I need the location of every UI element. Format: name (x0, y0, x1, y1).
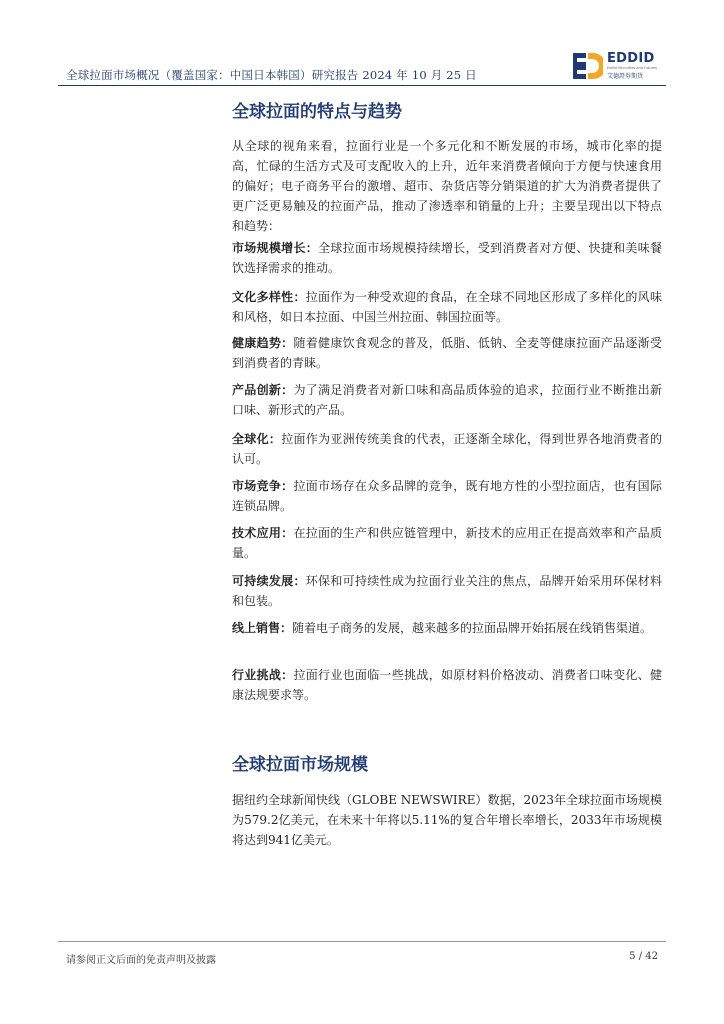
trend-text: 拉面作为亚洲传统美食的代表，正逐渐全球化，得到世界各地消费者的认可。 (232, 432, 662, 466)
trend-term: 文化多样性： (232, 290, 306, 304)
trend-item (232, 429, 662, 469)
logo-subtitle-en: Eddid Securities and Futures (607, 66, 657, 70)
trend-text: 拉面作为一种受欢迎的食品，在全球不同地区形成了多样化的风味和风格，如日本拉面、中国兰州拉面、韩国拉面等。 (232, 290, 662, 324)
trend-item (232, 476, 662, 516)
trend-term: 技术应用： (232, 526, 294, 540)
header-divider (58, 85, 666, 86)
trend-text: 随着健康饮食观念的普及，低脂、低钠、全麦等健康拉面产品逐渐受到消费者的青睐。 (232, 336, 662, 370)
trend-item (232, 238, 662, 278)
trend-text: 拉面市场存在众多品牌的竞争，既有地方性的小型拉面店，也有国际连锁品牌。 (232, 479, 662, 513)
footer-disclaimer: 请参阅正文后面的免责声明及披露 (66, 955, 216, 966)
section-heading-market-size: 全球拉面市场规模 (232, 755, 368, 775)
trend-term: 行业挑战： (232, 668, 294, 682)
logo-wordmark: EDDID (607, 51, 655, 66)
report-header-title: 全球拉面市场概况（覆盖国家：中国日本韩国）研究报告 2024 年 10 月 25 日 (66, 68, 477, 82)
logo-subtitle-cn: 艾德證券期貨 (607, 73, 644, 80)
trend-item (232, 287, 662, 327)
trend-item (232, 665, 662, 705)
trend-term: 市场竞争： (232, 479, 294, 493)
footer-divider (58, 941, 666, 942)
trend-text: 环保和可持续性成为拉面行业关注的焦点，品牌开始采用环保材料和包装。 (232, 574, 662, 608)
market-size-paragraph: 据纽约全球新闻快线（GLOBE NEWSWIRE）数据，2023年全球拉面市场规模为579.2亿美元，在未来十年将以5.11%的复合年增长率增长，2033年市场规模将达到941亿美元。 (232, 793, 663, 847)
trend-term: 可持续发展： (232, 574, 306, 588)
trend-term: 全球化： (232, 432, 282, 446)
trend-item (232, 523, 662, 563)
trend-text: 全球拉面市场规模持续增长，受到消费者对方便、快捷和美味餐饮选择需求的推动。 (232, 241, 662, 275)
trend-text: 在拉面的生产和供应链管理中，新技术的应用正在提高效率和产品质量。 (232, 526, 662, 560)
trend-item (232, 571, 662, 611)
eddid-logo (573, 51, 665, 81)
trend-item (232, 380, 662, 420)
trend-term: 产品创新： (232, 383, 294, 397)
trend-text: 拉面行业也面临一些挑战，如原材料价格波动、消费者口味变化、健康法规要求等。 (232, 668, 662, 702)
trend-term: 线上销售： (232, 621, 293, 635)
intro-paragraph: 从全球的视角来看，拉面行业是一个多元化和不断发展的市场，城市化率的提高，忙碌的生活方式及可支配收入的上升，近年来消费者倾向于方便与快速食用的偏好；电子商务平台的激增、超市、杂货店等分销渠道的扩大为消费者提供了更广泛更易触及的拉面产品，推动了渗透率和销量的上升；主要呈现出以下特点和趋势： (232, 139, 662, 233)
trend-text: 随着电子商务的发展，越来越多的拉面品牌开始拓展在线销售渠道。 (292, 621, 653, 635)
trend-term: 市场规模增长： (232, 241, 319, 255)
trend-text: 为了满足消费者对新口味和高品质体验的追求，拉面行业不断推出新口味、新形式的产品。 (232, 383, 662, 417)
trend-item (232, 618, 662, 638)
page-number: 5 / 42 (629, 951, 658, 962)
section-heading-trends: 全球拉面的特点与趋势 (232, 102, 402, 122)
eddid-logo-icon (573, 51, 603, 81)
trend-item (232, 333, 662, 373)
trend-term: 健康趋势： (232, 336, 294, 350)
